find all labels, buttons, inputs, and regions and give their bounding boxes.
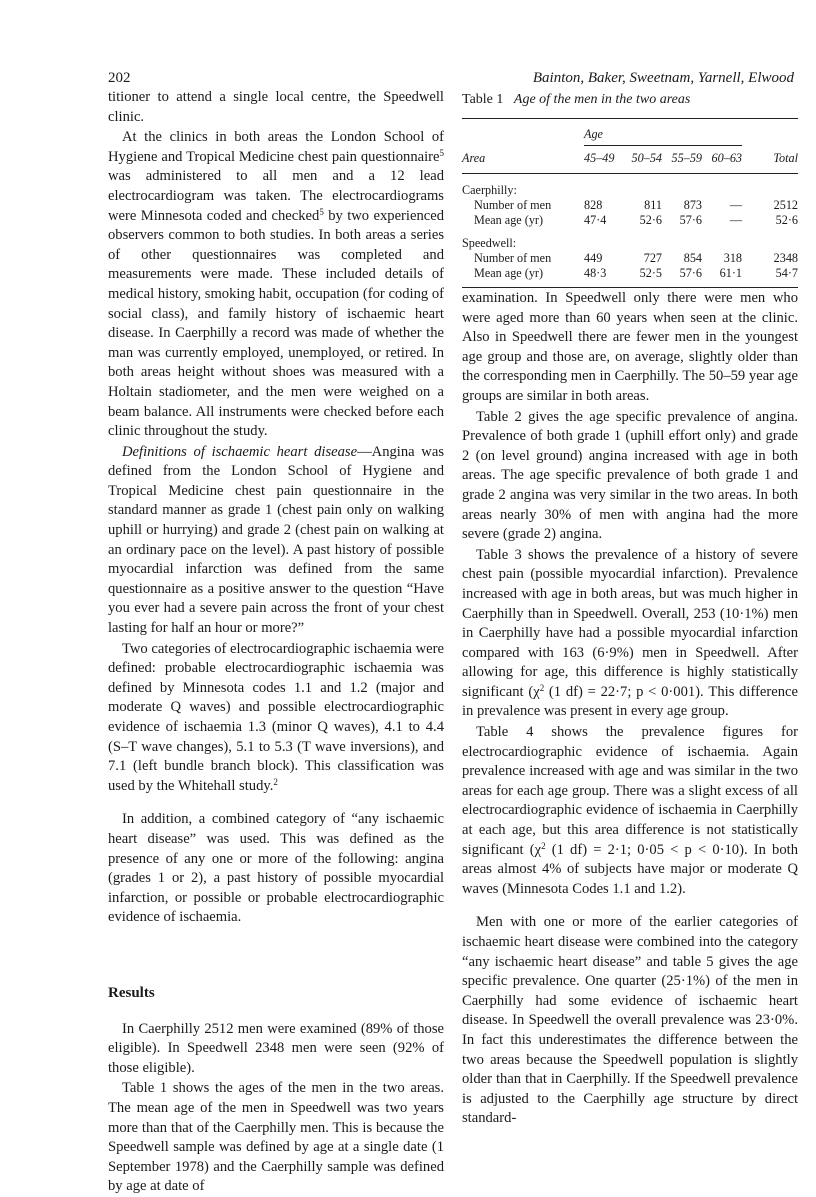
paragraph: In Caerphilly 2512 men were examined (89% of those eligible). In Speedwell 2348 men were seen (92% of those eligible). <box>108 1020 444 1076</box>
area-name-speedwell: Speedwell: <box>462 236 517 250</box>
cell: 2348 <box>773 251 798 265</box>
paragraph: In addition, a combined category of “any ischaemic heart disease” was used. This was defined as the presence of any one or more of the following: angina (grades 1 or 2), a past history of possible myocardial infarction, or possible or probable electrocardiographic evidence of ischaemia. <box>108 811 444 926</box>
running-head: Bainton, Baker, Sweetnam, Yarnell, Elwood <box>532 70 794 86</box>
cell: 57·6 <box>679 266 702 280</box>
cell: 854 <box>683 251 702 265</box>
cell: 811 <box>644 198 662 212</box>
cell: 2512 <box>773 198 798 212</box>
table-label: Table 1 <box>462 92 504 107</box>
reference-superscript: 5 <box>319 206 324 217</box>
right-column <box>462 289 798 1129</box>
paragraph: Table 1 shows the ages of the men in the two areas. The mean age of the men in Speedwell was two years more than that of the Caerphilly men. This is because the Speedwell sample was defined by age at a single date (1 September 1978) and the Caerphilly sample was defined by age at date of <box>108 1080 444 1195</box>
row-label: Number of men <box>474 251 552 265</box>
reference-superscript: 5 <box>439 147 444 158</box>
cell: 52·5 <box>639 266 662 280</box>
paragraph: Definitions of ischaemic heart disease—Angina was defined from the London School of Hygiene and Tropical Medicine chest pain questionnaire in the standard manner as grade 1 (chest pain only on walking uphill or hurrying) and grade 2 (chest pain on walking at an ordinary pace on the level). A past history of possible myocardial infarction was defined from the same questionnaire as a positive answer to the question “Have you ever had a severe pain across the front of your chest lasting for half an hour or more?” <box>108 443 444 637</box>
run-in-heading: Definitions of ischaemic heart disease <box>122 443 358 460</box>
table-row <box>462 251 798 266</box>
paragraph: Table 4 shows the prevalence figures for electrocardiographic evidence of ischaemia. Again prevalence increased with age and was similar in the two areas for each age group. There was a slight excess of all electrocardiographic evidence of ischaemia in Caerphilly at each age, but this area difference is not statistically significant ($\chi^2$ (1 df) = 2·1; 0·05 < p < 0·10). In both areas almost 4% of subjects have major or moderate Q waves (Minnesota Codes 1.1 and 1.2). <box>462 724 798 897</box>
cell: — <box>729 213 742 227</box>
column-header: 50–54 <box>631 151 662 165</box>
paragraph: Table 3 shows the prevalence of a history of severe chest pain (possible myocardial infarction). Prevalence increased with age in both areas, but was much higher in Caerphilly than in Speedwell. Overall, 253 (10·1%) men in Caerphilly have had a possible myocardial infarction compared with 163 (6·9%) men in Speedwell. After allowing for age, this difference is highly statistically significant ($\chi^2$ (1 df) = 22·7; p < 0·001). This difference in prevalence was present in every age group. <box>462 546 798 720</box>
cell: 318 <box>723 251 742 265</box>
paragraph: titioner to attend a single local centre, the Speedwell clinic. <box>108 89 444 125</box>
reference-superscript: 2 <box>273 776 278 787</box>
cell: 54·7 <box>775 266 798 280</box>
row-label: Mean age (yr) <box>474 213 544 227</box>
row-label: Number of men <box>474 198 552 212</box>
column-header: 45–49 <box>584 151 615 165</box>
section-heading-results: Results <box>108 984 155 1001</box>
table-grid <box>462 119 798 288</box>
table-row <box>462 213 798 228</box>
page-number: 202 <box>108 70 131 86</box>
paragraph: examination. In Speedwell only there were men who were aged more than 60 years when seen at the clinic. Also in Speedwell there are fewer men in the youngest age group and those are, on average, slightly older than the corresponding men in Caerphilly. The 50–59 year age groups are similar in both areas. <box>462 290 798 404</box>
cell: 48·3 <box>584 266 607 280</box>
table-row <box>462 266 798 281</box>
area-header: Area <box>462 151 486 165</box>
row-label: Mean age (yr) <box>474 266 544 280</box>
age-header: Age <box>584 127 603 141</box>
cell: 61·1 <box>719 266 742 280</box>
paragraph: Table 2 gives the age specific prevalence of angina. Prevalence of both grade 1 (uphill effort only) and grade 2 (on level ground) angina increased with age in both areas. The age specific prevalence of both grade 1 and grade 2 angina was very similar in the two areas. In both areas nearly 30% of men with angina had the more severe (grade 2) angina. <box>462 408 798 543</box>
cell: 828 <box>584 198 603 212</box>
column-header: Total <box>773 151 798 165</box>
cell: 52·6 <box>775 213 798 227</box>
area-name-caerphilly: Caerphilly: <box>462 183 517 197</box>
paragraph: Men with one or more of the earlier categories of ischaemic heart disease were combined into the category “any ischaemic heart disease” and table 5 gives the age specific prevalence. One quarter (25·1%) of the men in Caerphilly had some evidence of ischaemic heart disease. In Speedwell the overall prevalence was 23·0%. In fact this underestimates the difference between the two areas because the Speedwell population is slightly older than that in Caerphilly. If the Speedwell prevalence is adjusted to the Caerphilly age structure by direct standard- <box>462 914 798 1127</box>
table-caption <box>462 92 798 108</box>
superscript: 2 <box>539 682 545 693</box>
paragraph: Two categories of electrocardiographic ischaemia were defined: probable electrocardiographic ischaemia was defined by Minnesota codes 1.1 and 1.2 (major and moderate Q waves) and possible electrocardiographic evidence of ischaemia 1.3 (minor Q waves), 4.1 to 4.4 (S–T wave changes), 5.1 to 5.3 (T wave inversions), and 7.1 (left bundle branch block). This classification was used by the Whitehall study.$^2$ <box>108 640 444 794</box>
cell: — <box>729 198 742 212</box>
column-header: 60–63 <box>711 151 742 165</box>
superscript: 2 <box>541 840 546 851</box>
column-header: 55–59 <box>671 151 702 165</box>
cell: 727 <box>643 251 662 265</box>
header-rule <box>462 173 798 174</box>
cell: 873 <box>683 198 702 212</box>
table-1 <box>462 92 798 288</box>
table-row <box>462 198 798 213</box>
table-bottom-rule <box>462 287 798 288</box>
cell: 449 <box>584 251 603 265</box>
cell: 47·4 <box>584 213 607 227</box>
table-title: Age of the men in the two areas <box>513 92 691 107</box>
age-header-rule <box>584 145 742 146</box>
cell: 52·6 <box>639 213 662 227</box>
cell: 57·6 <box>679 213 702 227</box>
paragraph: At the clinics in both areas the London School of Hygiene and Tropical Medicine chest pain questionnaire$^5$ was administered to all men and a 12 lead electrocardiogram was taken. The electrocardiograms were Minnesota coded and checked$^5$ by two experienced observers common to both studies. In both areas a series of other questionnaires was completed and measurements were made. These included details of medical history, smoking habit, occupation (for coding of social class), and family history of ischaemic heart disease. In Caerphilly a record was made of whether the man was currently employed, unemployed, or retired. In both areas height without shoes was measured with a Holtain stadiometer, and the men were weighed on a beam balance. All instruments were checked before each clinic throughout the study. <box>108 129 445 440</box>
left-column <box>108 88 444 1197</box>
